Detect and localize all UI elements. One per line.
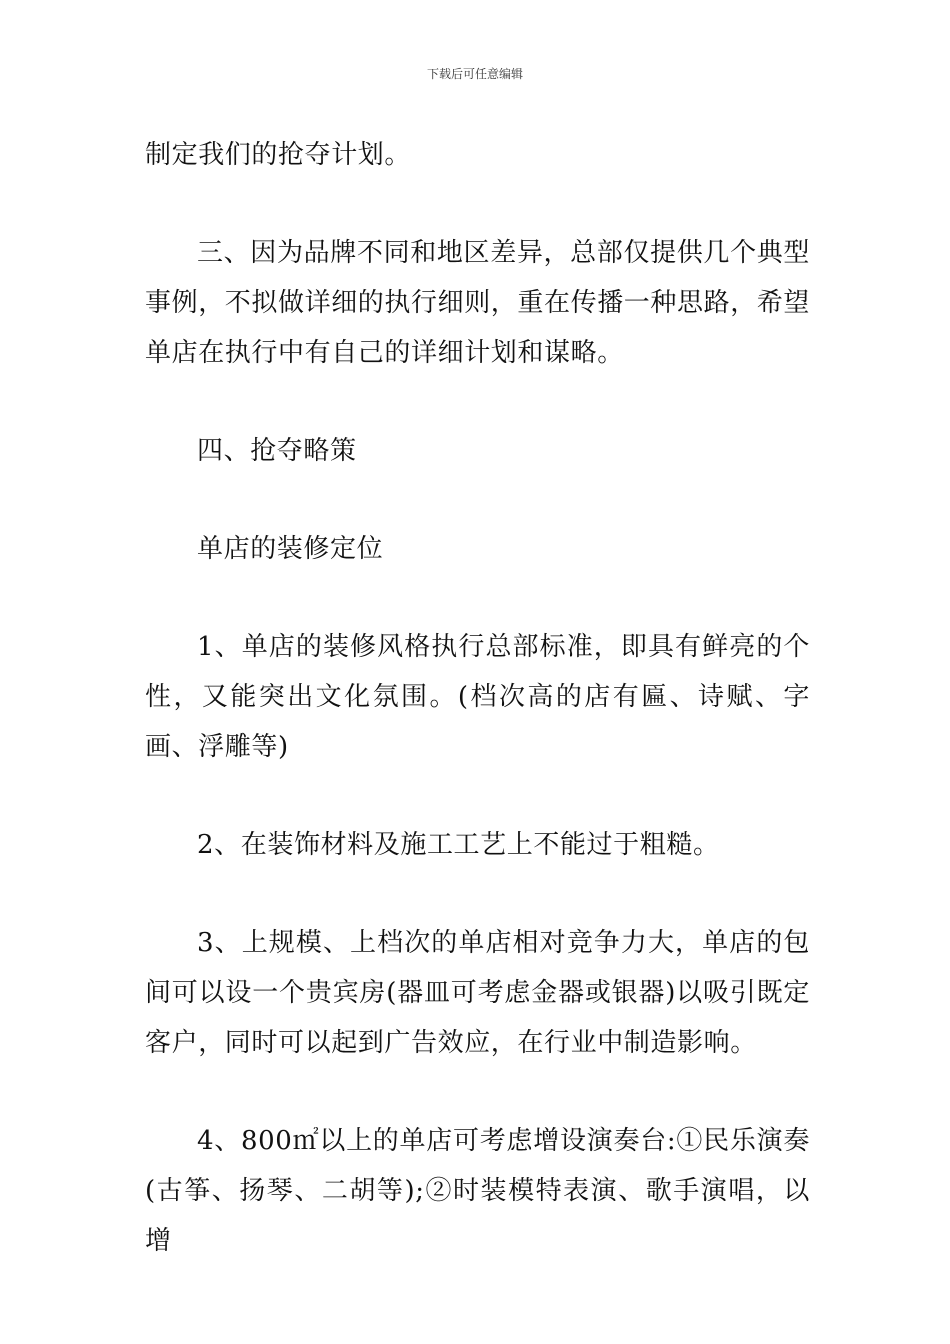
list-item-2: 2、在装饰材料及施工工艺上不能过于粗糙。 (197, 830, 720, 860)
section-heading-four: 四、抢夺略策 (197, 436, 357, 466)
page-header-note: 下载后可任意编辑 (426, 67, 523, 81)
paragraph-continuation: 制定我们的抢夺计划。 (145, 140, 412, 170)
list-item-3: 3、上规模、上档次的单店相对竞争力大，单店的包间可以设一个贵宾房(器皿可考虑金器或银器)以吸引既定客户，同时可以起到广告效应，在行业中制造影响。 (145, 928, 810, 1058)
list-item-4: 4、800㎡以上的单店可考虑增设演奏台:①民乐演奏(古筝、扬琴、二胡等);②时装模特表演、歌手演唱，以增 (145, 1126, 810, 1256)
document-body (145, 130, 810, 1266)
subheading-decoration-positioning: 单店的装修定位 (197, 534, 384, 564)
paragraph-section-three: 三、因为品牌不同和地区差异，总部仅提供几个典型事例，不拟做详细的执行细则，重在传播一种思路，希望单店在执行中有自己的详细计划和谋略。 (145, 238, 811, 368)
list-item-1: 1、单店的装修风格执行总部标准，即具有鲜亮的个性，又能突出文化氛围。(档次高的店有匾、诗赋、字画、浮雕等) (145, 632, 810, 762)
